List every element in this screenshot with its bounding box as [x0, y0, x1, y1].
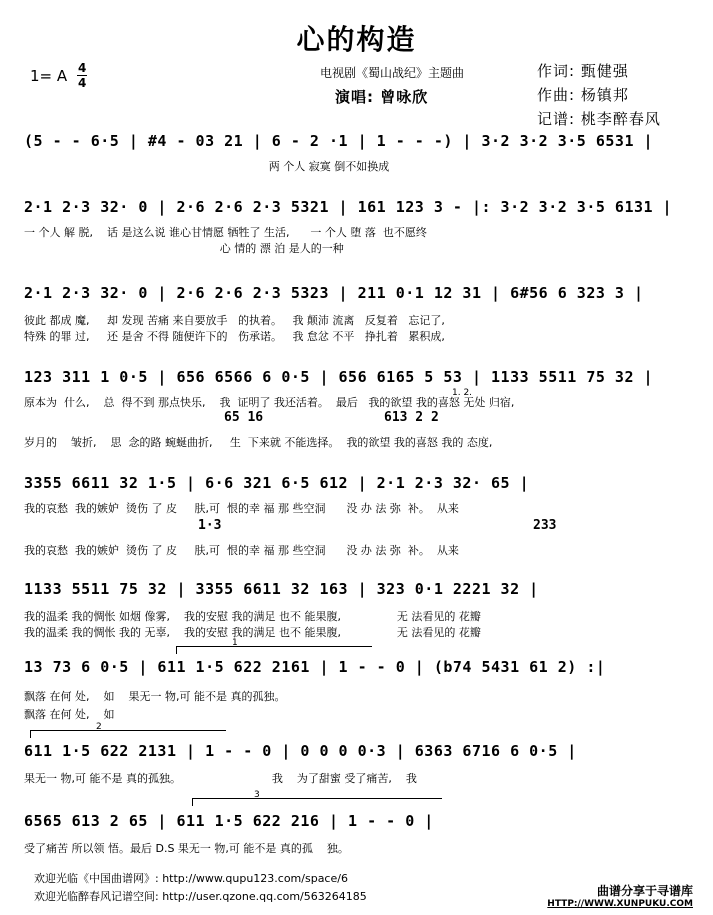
lyric-line: 受了痛苦 所以领 悟。最后 D.S 果无一 物,可 能不是 真的孤 独。: [24, 842, 349, 855]
meter-bottom: 4: [77, 76, 87, 90]
alt-notes: 613 2 2: [384, 410, 439, 425]
song-title: 心的构造: [296, 23, 417, 56]
lyric-line: 一 个人 解 脱, 话 是这么说 谁心甘情愿 牺牲了 生活, 一 个人 堕 落 也不愿终: [24, 226, 427, 239]
alt-notes: 1·3: [198, 518, 222, 533]
notes-line: 2·1 2·3 32· 0 | 2·6 2·6 2·3 5321 | 161 123 3 - |: 3·2 3·2 3·5 6131 |: [24, 198, 673, 216]
volta-label: 2: [96, 722, 102, 732]
key-signature: [30, 62, 87, 89]
site-logo[interactable]: [547, 882, 693, 909]
lyric-line: 飘落 在何 处, 如: [24, 708, 115, 721]
alt-notes: 65 16: [224, 410, 264, 425]
lyric-line: 两 个人 寂寞 倒不如换成: [24, 160, 390, 173]
alt-notes: 233: [533, 518, 557, 533]
notes-line: 13 73 6 0·5 | 611 1·5 622 2161 | 1 - - 0 | (b74 5431 61 2) :|: [24, 658, 606, 676]
notes-line: 6565 613 2 65 | 611 1·5 622 216 | 1 - - 0 |: [24, 812, 434, 830]
lyric-line: 心 情的 漂 泊 是人的一种: [24, 242, 344, 255]
volta-label: 1: [232, 638, 238, 648]
lyric-line: 彼此 都成 魔, 却 发现 苦痛 来自要放手 的执着。 我 颠沛 流离 反复着 忘记了,: [24, 314, 445, 327]
time-signature: [77, 62, 87, 89]
volta-bracket-3: [192, 798, 442, 799]
lyric-line: 我的哀愁 我的嫉妒 烫伤 了 皮 肤,可 恨的幸 福 那 些空洞 没 办 法 弥 补。 从来: [24, 544, 459, 557]
song-subtitle: 电视剧《蜀山战纪》主题曲: [320, 66, 465, 80]
footer-link-1[interactable]: 欢迎光临《中国曲谱网》: http://www.qupu123.com/space/6: [34, 872, 348, 885]
lyric-line: 原本为 什么, 总 得不到 那点快乐, 我 证明了 我还活着。 最后 我的欲望 我的喜怒 无处 归宿,: [24, 396, 515, 409]
singer-credit: 演唱: 曾咏欣: [335, 88, 429, 106]
lyric-line: 我的哀愁 我的嫉妒 烫伤 了 皮 肤,可 恨的幸 福 那 些空洞 没 办 法 弥 补。 从来: [24, 502, 459, 515]
meter-top: 4: [77, 61, 87, 75]
transcriber-credit: 记谱: 桃李醉春风: [537, 110, 661, 128]
notes-line: 2·1 2·3 32· 0 | 2·6 2·6 2·3 5323 | 211 0·1 12 31 | 6#56 6 323 3 |: [24, 284, 644, 302]
footer-link-2[interactable]: 欢迎光临醉春风记谱空间: http://user.qzone.qq.com/563264185: [34, 890, 367, 903]
repeat-ending-label: 1. 2.: [452, 388, 473, 398]
logo-url[interactable]: HTTP://WWW.XUNPUKU.COM: [547, 899, 693, 909]
lyricist-credit: 作词: 甄健强: [537, 62, 629, 80]
lyric-line: 果无一 物,可 能不是 真的孤独。 我 为了甜蜜 受了痛苦, 我: [24, 772, 417, 785]
volta-bracket-1: [176, 646, 372, 647]
volta-label: 3: [254, 790, 260, 800]
lyric-line: 飘落 在何 处, 如 果无一 物,可 能不是 真的孤独。: [24, 690, 286, 703]
composer-credit: 作曲: 杨镇邦: [537, 86, 629, 104]
lyric-line: 我的温柔 我的惆怅 如烟 像雾, 我的安慰 我的满足 也不 能果腹, 无 法看见的 花瓣: [24, 610, 481, 623]
lyric-line: 特殊 的罪 过, 还 是舍 不得 随便许下的 伤承诺。 我 怠忿 不平 挣扎着 累积成,: [24, 330, 445, 343]
logo-text: 曲谱分享于寻谱库: [596, 884, 693, 898]
notes-line: 611 1·5 622 2131 | 1 - - 0 | 0 0 0 0·3 | 6363 6716 6 0·5 |: [24, 742, 577, 760]
lyric-line: 我的温柔 我的惆怅 我的 无辜, 我的安慰 我的满足 也不 能果腹, 无 法看见的 花瓣: [24, 626, 481, 639]
lyric-line: 岁月的 皱折, 思 念的路 蜿蜒曲折, 生 下来就 不能选择。 我的欲望 我的喜怒 我的 态度,: [24, 436, 493, 449]
notes-line: (5 - - 6·5 | #4 - 03 21 | 6 - 2 ·1 | 1 - - -) | 3·2 3·2 3·5 6531 |: [24, 132, 654, 150]
notes-line: 1133 5511 75 32 | 3355 6611 32 163 | 323 0·1 2221 32 |: [24, 580, 539, 598]
notes-line: 3355 6611 32 1·5 | 6·6 321 6·5 612 | 2·1 2·3 32· 65 |: [24, 474, 530, 492]
volta-bracket-2: [30, 730, 226, 731]
key-label: 1= A: [30, 66, 68, 85]
notes-line: 123 311 1 0·5 | 656 6566 6 0·5 | 656 6165 5 53 | 1133 5511 75 32 |: [24, 368, 654, 386]
